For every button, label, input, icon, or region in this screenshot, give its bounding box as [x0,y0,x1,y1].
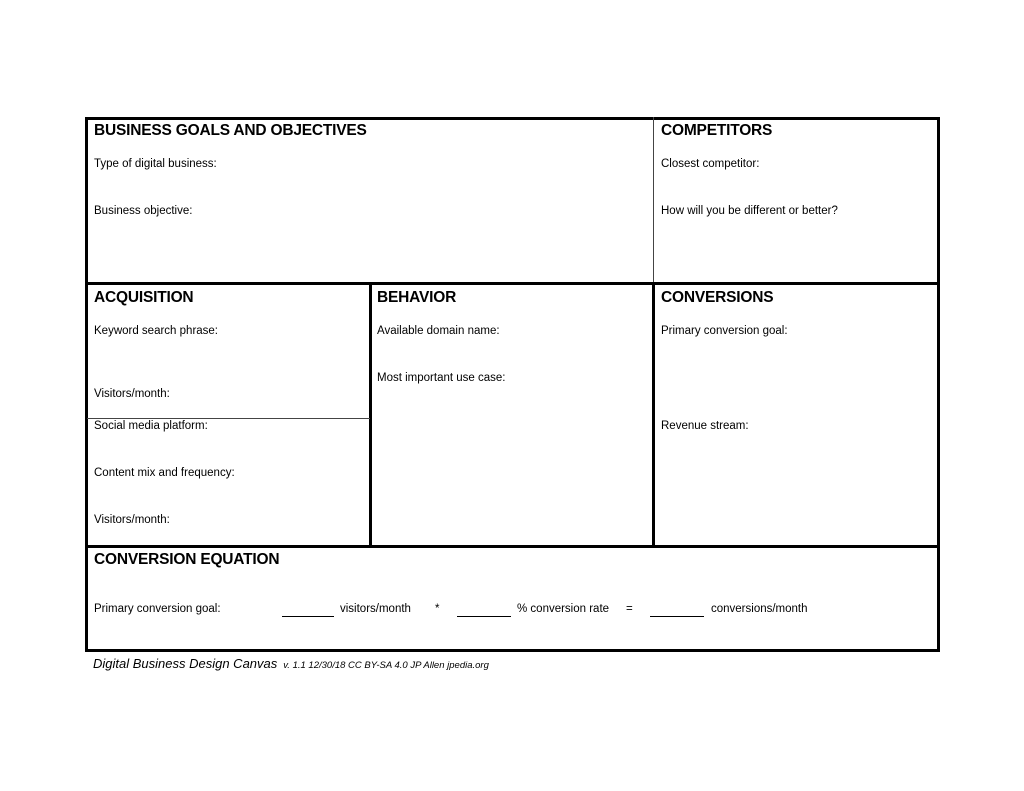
divider-acquisition-split [87,418,370,419]
footer [93,655,489,673]
conversions-title: CONVERSIONS [661,289,774,306]
visitors-blank[interactable] [282,616,334,617]
search-visitors-label: Visitors/month: [94,388,170,400]
revenue-stream-label: Revenue stream: [661,420,749,432]
acquisition-title: ACQUISITION [94,289,194,306]
content-mix-label: Content mix and frequency: [94,467,235,479]
domain-name-label: Available domain name: [377,325,500,337]
canvas-border-left [85,117,88,652]
divider-acquisition-behavior [369,282,372,547]
visitors-unit-label: visitors/month [340,603,411,615]
canvas-border-top [85,117,940,120]
divider-row-1 [85,282,940,285]
conversion-rate-label: % conversion rate [517,603,610,615]
differentiation-label: How will you be different or better? [661,205,838,217]
divider-goals-competitors [653,117,654,283]
business-goals-title: BUSINESS GOALS AND OBJECTIVES [94,122,367,139]
business-objective-label: Business objective: [94,205,193,217]
rate-blank[interactable] [457,616,511,617]
primary-goal-label: Primary conversion goal: [661,325,788,337]
canvas-border-right [937,117,940,652]
conversions-blank[interactable] [650,616,704,617]
divider-behavior-conversions [652,282,655,547]
divider-row-2 [85,545,940,548]
multiply-operator: * [435,603,440,615]
closest-competitor-label: Closest competitor: [661,158,760,170]
footer-meta: v. 1.1 12/30/18 CC BY-SA 4.0 JP Allen jpedia.org [283,660,489,671]
competitors-title: COMPETITORS [661,122,773,139]
equation-goal-label: Primary conversion goal: [94,603,221,615]
conversion-equation-title: CONVERSION EQUATION [94,551,280,568]
design-canvas [85,117,940,652]
canvas-border-bottom [85,649,940,652]
business-type-label: Type of digital business: [94,158,217,170]
footer-title: Digital Business Design Canvas [93,656,278,671]
social-visitors-label: Visitors/month: [94,514,170,526]
behavior-title: BEHAVIOR [377,289,457,306]
keyword-search-label: Keyword search phrase: [94,325,219,337]
conversions-unit-label: conversions/month [711,603,808,615]
equals-operator: = [626,603,633,615]
social-platform-label: Social media platform: [94,420,208,432]
use-case-label: Most important use case: [377,372,506,384]
